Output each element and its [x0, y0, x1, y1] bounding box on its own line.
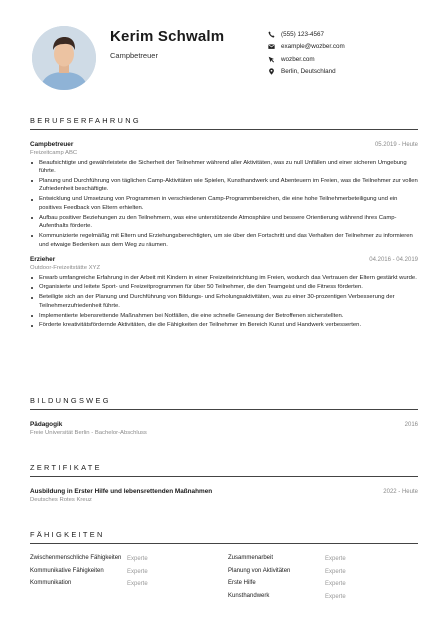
person-name: Kerim Schwalm [110, 28, 225, 45]
skill-item [228, 553, 418, 566]
education-date: 2016 [404, 422, 418, 428]
job-bullet: Implementierte lebensrettende Maßnahmen bei Notfällen, die eine schnelle Genesung der Betroffenen sicherstellten. [30, 312, 418, 321]
website-icon [268, 56, 275, 63]
skill-item [30, 553, 220, 566]
job-date: 04.2016 - 04.2019 [369, 257, 418, 264]
section-divider [30, 129, 418, 130]
skill-name: Kommunikative Fähigkeiten [30, 567, 104, 574]
skill-level: Experte [325, 581, 346, 588]
job-bullet: Erwarb umfangreiche Erfahrung in der Arbeit mit Kindern in einer Freizeiteinrichtung im Freien, wodurch das Vertrauen der Eltern gestärkt wurde. [30, 274, 418, 283]
skill-name: Kommunikation [30, 580, 72, 587]
skill-item [228, 591, 418, 604]
skill-level: Experte [127, 556, 148, 563]
job-bullet: Planung und Durchführung von täglichen Camp-Aktivitäten wie Spielen, Kunsthandwerk und Abenteuern im Freien, was die Teilnehmer zur vollen Zufriedenheit beschäftigte. [30, 177, 418, 194]
skills-column-right [228, 553, 418, 603]
job-bullet: Förderte kreativitätsfördernde Aktivitäten, die die Fähigkeiten der Teilnehmer im Bereich Kunst und Handwerk verbesserten. [30, 321, 418, 330]
job-bullet: Kommunizierte regelmäßig mit Eltern und Erziehungsberechtigten, um sie über den Fortschritt und das Verhalten der Teilnehmer zu informieren und etwaige Bedenken aus dem Weg zu räumen. [30, 232, 418, 249]
certificate-date: 2022 - Heute [383, 489, 418, 495]
skill-item [30, 566, 220, 579]
job-date: 05.2019 - Heute [374, 142, 418, 148]
skill-name: Planung von Aktivitäten [228, 567, 291, 574]
contact-website-text: wozber.com [281, 55, 315, 63]
skill-item [30, 578, 220, 591]
job-title: Campbetreuer [30, 141, 74, 148]
skill-level: Experte [127, 581, 148, 588]
job-company: Outdoor-Freizeitstätte XYZ [30, 264, 101, 271]
education-entry [30, 421, 418, 436]
email-icon [268, 43, 275, 50]
job-entry [30, 256, 418, 330]
contact-phone [268, 28, 345, 41]
education-title: Pädagogik [30, 421, 63, 428]
education-institution: Freie Universität Berlin - Bachelor-Abschluss [30, 429, 147, 436]
skill-level: Experte [325, 593, 346, 600]
phone-icon [268, 31, 275, 38]
skills-grid [30, 553, 418, 603]
job-role: Campbetreuer [110, 51, 158, 60]
skills-column-left [30, 553, 220, 603]
section-title: BERUFSERFAHRUNG [30, 116, 141, 125]
contact-location [268, 66, 345, 79]
section-divider [30, 476, 418, 477]
job-bullet: Aufbau positiver Beziehungen zu den Teilnehmern, was eine unterstützende Atmosphäre und bessere Orientierung während ihres Camp-Aufenthalts förderte. [30, 214, 418, 231]
job-bullet: Beteiligte sich an der Planung und Durchführung von Bildungs- und Erholungsaktivitäten, was zu einer 30-prozentigen Verbesserung der Teilnehmerzufriedenheit führte. [30, 293, 418, 310]
education-section [30, 396, 418, 436]
skill-name: Zusammenarbeit [228, 555, 274, 562]
section-title: BILDUNGSWEG [30, 396, 111, 405]
skill-item [228, 578, 418, 591]
job-bullets [30, 159, 418, 250]
job-title: Erzieher [30, 256, 56, 264]
job-entry [30, 141, 418, 249]
job-bullet: Entwicklung und Umsetzung von Programmen in verschiedenen Camp-Programmbereichen, die eine hohe Teilnehmerbeteiligung und ein positives Feedback von Eltern erhielten. [30, 195, 418, 212]
contact-website[interactable] [268, 53, 345, 66]
skill-level: Experte [127, 568, 148, 575]
skill-name: Zwischenmenschliche Fähigkeiten [30, 555, 122, 562]
contact-email-text: example@wozber.com [281, 43, 345, 51]
contact-phone-text: (555) 123-4567 [281, 30, 325, 38]
skills-section [30, 530, 418, 603]
avatar [32, 26, 96, 90]
skill-level: Experte [325, 556, 346, 563]
skill-name: Erste Hilfe [228, 580, 256, 587]
job-bullets [30, 274, 418, 330]
job-bullet: Organisierte und leitete Sport- und Freizeitprogrammen für über 50 Teilnehmer, die den Teamgeist und die Fitness förderten. [30, 283, 418, 292]
skill-item [228, 566, 418, 579]
job-company: Freizeitcamp ABC [30, 149, 78, 156]
certificate-issuer: Deutsches Rotes Kreuz [30, 496, 92, 503]
resume-header [0, 0, 448, 112]
section-title: FÄHIGKEITEN [30, 530, 105, 539]
section-title: ZERTIFIKATE [30, 463, 102, 472]
experience-section [30, 116, 418, 331]
profile-photo-icon [32, 26, 96, 90]
skill-name: Kunsthandwerk [228, 592, 270, 599]
section-divider [30, 409, 418, 410]
location-icon [268, 68, 275, 75]
contact-email[interactable] [268, 41, 345, 54]
contact-list [268, 28, 345, 78]
section-divider [30, 543, 418, 544]
certificate-title: Ausbildung in Erster Hilfe und lebensrettenden Maßnahmen [30, 488, 213, 495]
job-bullet: Beaufsichtigte und gewährleistete die Sicherheit der Teilnehmer während aller Aktivitäten, was zu null Unfällen und einer sicheren Umgebung führte. [30, 159, 418, 176]
certificates-section [30, 463, 418, 503]
certificate-entry [30, 488, 418, 503]
contact-location-text: Berlin, Deutschland [281, 68, 336, 76]
skill-level: Experte [325, 568, 346, 575]
